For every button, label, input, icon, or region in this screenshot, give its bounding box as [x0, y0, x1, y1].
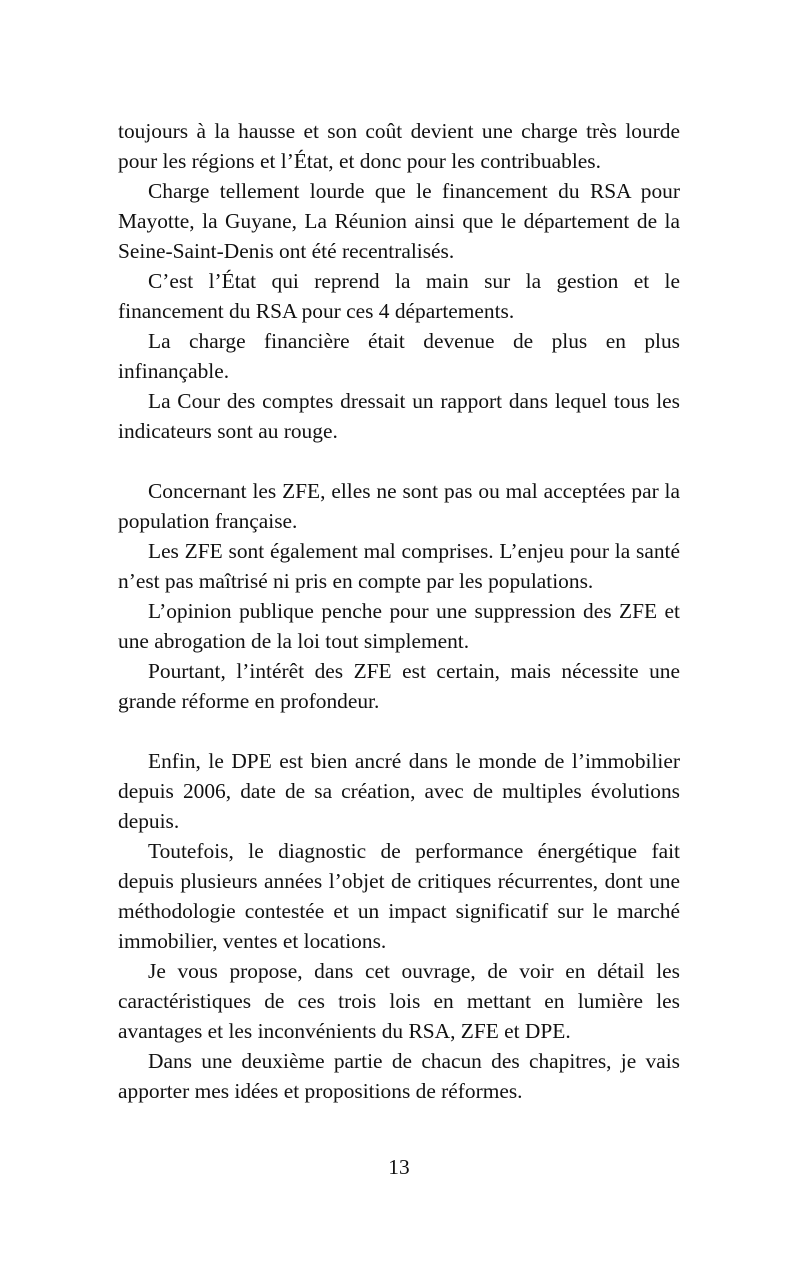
paragraph-etat-reprend: C’est l’État qui reprend la main sur la gestion et le financement du RSA pour ces 4 départements. — [118, 269, 680, 323]
paragraph-charge-financiere: La charge financière était devenue de plus en plus infinançable. — [118, 329, 680, 383]
body-text — [118, 116, 680, 1106]
paragraph-rsa-recentralisation: Charge tellement lourde que le financement du RSA pour Mayotte, la Guyane, La Réunion ainsi que le département de la Seine-Saint-Denis ont été recentralisés. — [118, 179, 680, 263]
section-gap — [118, 446, 680, 476]
section-gap — [118, 716, 680, 746]
paragraph-deuxieme-partie: Dans une deuxième partie de chacun des chapitres, je vais apporter mes idées et propositions de réformes. — [118, 1049, 680, 1103]
paragraph-zfe-opinion: L’opinion publique penche pour une suppression des ZFE et une abrogation de la loi tout simplement. — [118, 599, 680, 653]
paragraph-zfe-reforme: Pourtant, l’intérêt des ZFE est certain, mais nécessite une grande réforme en profondeur. — [118, 659, 680, 713]
paragraph-zfe-acceptation: Concernant les ZFE, elles ne sont pas ou mal acceptées par la population française. — [118, 479, 680, 533]
page-number: 13 — [388, 1155, 410, 1179]
paragraph-ouvrage-proposition: Je vous propose, dans cet ouvrage, de voir en détail les caractéristiques de ces trois lois en mettant en lumière les avantages et les inconvénients du RSA, ZFE et DPE. — [118, 959, 680, 1043]
paragraph-dpe-critiques: Toutefois, le diagnostic de performance énergétique fait depuis plusieurs années l’objet de critiques récurrentes, dont une méthodologie contestée et un impact significatif sur le marché immobilier, ventes et locations. — [118, 839, 680, 953]
paragraph-dpe-intro: Enfin, le DPE est bien ancré dans le monde de l’immobilier depuis 2006, date de sa création, avec de multiples évolutions depuis. — [118, 749, 680, 833]
paragraph-zfe-comprehension: Les ZFE sont également mal comprises. L’enjeu pour la santé n’est pas maîtrisé ni pris en compte par les populations. — [118, 539, 680, 593]
paragraph-continuation: toujours à la hausse et son coût devient une charge très lourde pour les régions et l’État, et donc pour les contribuables. — [118, 119, 680, 173]
paragraph-cour-des-comptes: La Cour des comptes dressait un rapport dans lequel tous les indicateurs sont au rouge. — [118, 389, 680, 443]
